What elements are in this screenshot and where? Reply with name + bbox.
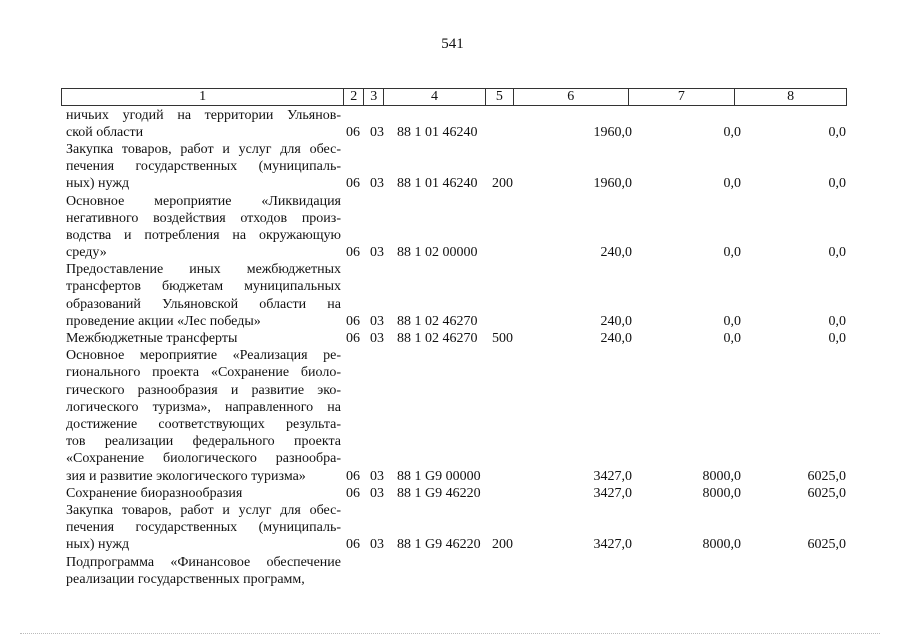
header-col-7: 7: [629, 89, 736, 105]
row-description: [66, 554, 341, 588]
description-line: Сохранение биоразнообразия: [66, 485, 243, 501]
cell-col-2: 06: [346, 331, 360, 347]
header-col-5: 5: [486, 89, 514, 105]
description-line: трансфертов бюджетам муниципальных: [66, 279, 341, 295]
header-col-6: 6: [514, 89, 629, 105]
row-description: [66, 141, 341, 193]
cell-col-7: 0,0: [723, 313, 741, 329]
cell-col-8: 6025,0: [807, 468, 846, 484]
description-line: среду»: [66, 245, 107, 261]
header-col-3: 3: [364, 89, 384, 105]
cell-col-6: 3427,0: [593, 485, 632, 501]
description-line: Закупка товаров, работ и услуг для обес-: [66, 503, 341, 519]
cell-col-6: 240,0: [600, 331, 632, 347]
row-description: [66, 107, 341, 141]
cell-col-4: 88 1 G9 46220: [397, 485, 481, 501]
cell-col-3: 03: [370, 176, 384, 192]
cell-col-3: 03: [370, 468, 384, 484]
description-line: ных) нужд: [66, 176, 130, 192]
row-description: [66, 347, 341, 485]
description-line: Подпрограмма «Финансовое обеспечение: [66, 554, 341, 570]
cell-col-4: 88 1 01 46240: [397, 176, 478, 192]
description-line: «Сохранение биологического разнообра-: [66, 451, 341, 467]
cell-col-7: 0,0: [723, 245, 741, 261]
cell-col-6: 1960,0: [593, 124, 632, 140]
description-line: тов реализации федерального проекта: [66, 434, 341, 450]
scan-edge-divider: [20, 633, 880, 635]
cell-col-7: 0,0: [723, 124, 741, 140]
description-line: Межбюджетные трансферты: [66, 331, 238, 347]
description-line: образований Ульяновской области на: [66, 296, 341, 312]
cell-col-8: 6025,0: [807, 485, 846, 501]
row-description: [66, 261, 341, 330]
description-line: Предоставление иных межбюджетных: [66, 262, 341, 278]
cell-col-7: 8000,0: [702, 485, 741, 501]
cell-col-6: 3427,0: [593, 468, 632, 484]
cell-col-2: 06: [346, 124, 360, 140]
cell-col-3: 03: [370, 124, 384, 140]
cell-col-8: 0,0: [828, 245, 846, 261]
description-line: достижение соответствующих результа-: [66, 417, 341, 433]
description-line: негативного воздействия отходов произ-: [66, 210, 341, 226]
cell-col-3: 03: [370, 313, 384, 329]
description-line: ничьих угодий на территории Ульянов-: [66, 107, 341, 123]
cell-col-4: 88 1 01 46240: [397, 124, 478, 140]
description-line: печения государственных (муниципаль-: [66, 159, 341, 175]
row-description: [66, 502, 341, 554]
cell-col-8: 0,0: [828, 124, 846, 140]
cell-col-3: 03: [370, 331, 384, 347]
cell-col-2: 06: [346, 485, 360, 501]
description-line: печения государственных (муниципаль-: [66, 520, 341, 536]
description-line: ных) нужд: [66, 537, 130, 553]
row-description: [66, 485, 341, 502]
cell-col-6: 1960,0: [593, 176, 632, 192]
cell-col-2: 06: [346, 176, 360, 192]
header-col-4: 4: [384, 89, 486, 105]
cell-col-7: 0,0: [723, 176, 741, 192]
cell-col-6: 240,0: [600, 245, 632, 261]
cell-col-4: 88 1 02 46270: [397, 331, 478, 347]
cell-col-5: 200: [492, 176, 513, 192]
description-line: Закупка товаров, работ и услуг для обес-: [66, 141, 341, 157]
description-line: водства и потребления на окружающую: [66, 227, 341, 243]
page-number: 541: [441, 36, 464, 52]
cell-col-4: 88 1 02 00000: [397, 245, 478, 261]
description-line: гического разнообразия и развитие эко-: [66, 382, 341, 398]
cell-col-3: 03: [370, 485, 384, 501]
cell-col-6: 3427,0: [593, 537, 632, 553]
cell-col-8: 6025,0: [807, 537, 846, 553]
cell-col-3: 03: [370, 245, 384, 261]
cell-col-8: 0,0: [828, 313, 846, 329]
cell-col-2: 06: [346, 245, 360, 261]
description-line: реализации государственных программ,: [66, 571, 305, 587]
row-description: [66, 193, 341, 262]
cell-col-5: 200: [492, 537, 513, 553]
header-col-8: 8: [787, 89, 795, 104]
cell-col-6: 240,0: [600, 313, 632, 329]
cell-col-4: 88 1 02 46270: [397, 313, 478, 329]
cell-col-4: 88 1 G9 46220: [397, 537, 481, 553]
cell-col-4: 88 1 G9 00000: [397, 468, 481, 484]
description-line: ской области: [66, 124, 144, 140]
cell-col-8: 0,0: [828, 176, 846, 192]
row-description: [66, 330, 341, 347]
cell-col-7: 8000,0: [702, 468, 741, 484]
description-line: Основное мероприятие «Реализация ре-: [66, 348, 341, 364]
description-line: проведение акции «Лес победы»: [66, 313, 261, 329]
description-line: Основное мероприятие «Ликвидация: [66, 193, 341, 209]
cell-col-7: 8000,0: [702, 537, 741, 553]
cell-col-2: 06: [346, 537, 360, 553]
cell-col-2: 06: [346, 313, 360, 329]
description-line: зия и развитие экологического туризма»: [66, 468, 306, 484]
cell-col-8: 0,0: [828, 331, 846, 347]
cell-col-5: 500: [492, 331, 513, 347]
header-col-1: 1: [62, 89, 344, 105]
description-line: логического туризма», направленного на: [66, 399, 341, 415]
cell-col-3: 03: [370, 537, 384, 553]
description-line: гионального проекта «Сохранение биоло-: [66, 365, 341, 381]
cell-col-2: 06: [346, 468, 360, 484]
cell-col-7: 0,0: [723, 331, 741, 347]
header-col-2: 2: [344, 89, 364, 105]
